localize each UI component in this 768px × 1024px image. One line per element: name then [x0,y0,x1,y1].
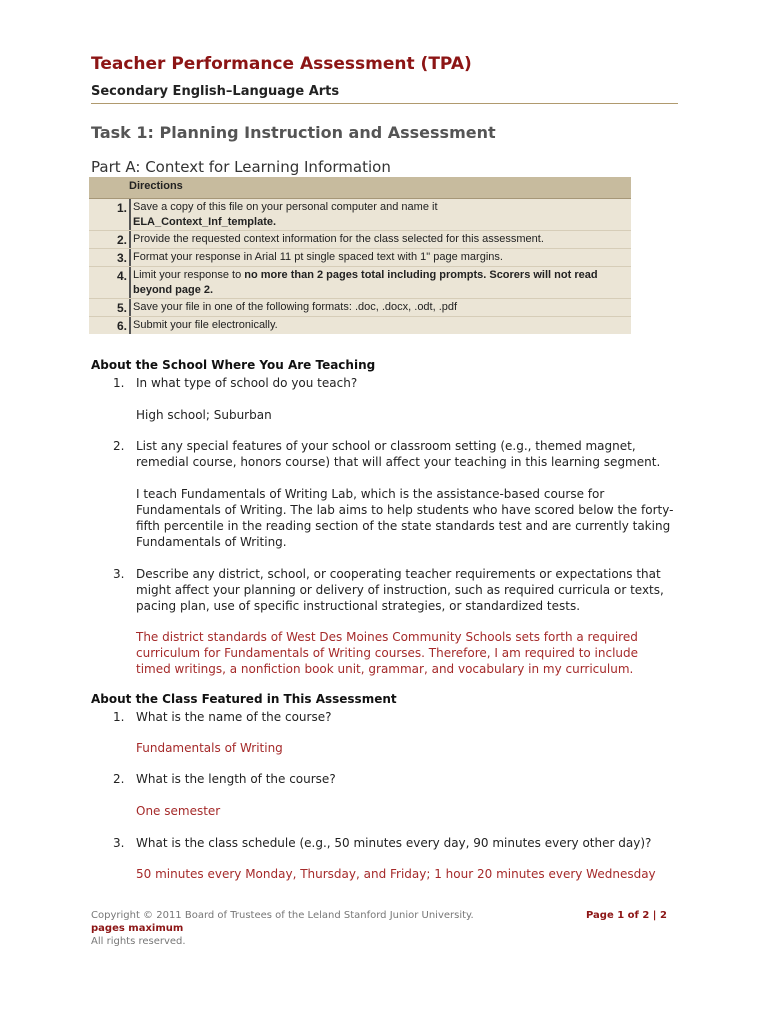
directions-number: 1. [89,199,131,230]
question-text: Describe any district, school, or cooperating teacher requirements or expectations that might affect your planning or delivery of instruction, such as required curricula or texts, pacing plan, use of specific instructional strategies, or standardized tests. [136,567,664,613]
document-subtitle: Secondary English–Language Arts [91,84,340,99]
school-section-heading: About the School Where You Are Teaching [91,358,376,372]
page-indicator: Page 1 of 2 | 2 [586,910,667,921]
directions-row [89,199,631,231]
question-number: 1. [113,376,125,390]
directions-text-bold: no more than 2 pages total including prompts. Scorers will not read beyond page 2. [133,269,598,296]
copyright-text: Copyright © 2011 Board of Trustees of the Leland Stanford Junior University. [91,910,474,921]
footer-copyright [91,909,474,948]
directions-table [89,177,631,334]
directions-number: 2. [89,231,131,248]
directions-text: Save your file in one of the following formats: .doc, .docx, .odt, .pdf [133,301,458,313]
answer-text: 50 minutes every Monday, Thursday, and Friday; 1 hour 20 minutes every Wednesday [136,867,656,881]
question-number: 3. [113,567,125,581]
directions-row [89,249,631,267]
directions-number: 4. [89,267,131,298]
question-text: What is the class schedule (e.g., 50 minutes every day, 90 minutes every other day)? [136,836,652,850]
question-text: In what type of school do you teach? [136,376,358,390]
directions-text [131,267,631,298]
answer-text: The district standards of West Des Moines Community Schools sets forth a required curriculum for Fundamentals of Writing courses. Therefore, I am required to include timed writings, a nonfiction book unit, grammar, and vocabulary in my curriculum. [136,630,639,676]
answer-text: One semester [136,804,221,818]
directions-row [89,317,631,334]
answer-text: High school; Suburban [136,408,272,422]
directions-text-plain: Save a copy of this file on your personal computer and name it [133,201,438,213]
directions-text [131,199,631,230]
directions-text: Submit your file electronically. [133,319,278,331]
question-number: 3. [113,836,125,850]
pages-maximum-text: pages maximum [91,923,184,934]
directions-row [89,299,631,317]
header-divider [91,103,678,104]
rights-text: All rights reserved. [91,936,186,947]
question-number: 1. [113,710,125,724]
directions-heading: Directions [89,177,631,199]
part-title: Part A: Context for Learning Information [91,158,391,176]
question-number: 2. [113,772,125,786]
directions-number: 3. [89,249,131,266]
directions-text-plain: Limit your response to [133,269,245,281]
question-text: List any special features of your school or classroom setting (e.g., themed magnet, remedial course, honors course) that will affect your teaching in this learning segment. [136,439,661,469]
directions-row [89,231,631,249]
answer-text: Fundamentals of Writing [136,741,283,755]
directions-text: Format your response in Arial 11 pt single spaced text with 1" page margins. [133,251,503,263]
directions-row [89,267,631,299]
answer-text: I teach Fundamentals of Writing Lab, which is the assistance-based course for Fundamentals of Writing. The lab aims to help students who have scored below the forty-fifth percentile in the reading section of the state standards test and are currently taking Fundamentals of Writing. [136,487,674,549]
directions-text: Provide the requested context information for the class selected for this assessment. [133,233,544,245]
directions-number: 5. [89,299,131,316]
question-number: 2. [113,439,125,453]
document-title: Teacher Performance Assessment (TPA) [91,54,472,74]
task-title: Task 1: Planning Instruction and Assessment [91,123,496,142]
directions-text-bold: ELA_Context_Inf_template. [133,215,277,228]
directions-number: 6. [89,317,131,334]
question-text: What is the name of the course? [136,710,332,724]
class-section-heading: About the Class Featured in This Assessment [91,692,397,706]
question-text: What is the length of the course? [136,772,336,786]
